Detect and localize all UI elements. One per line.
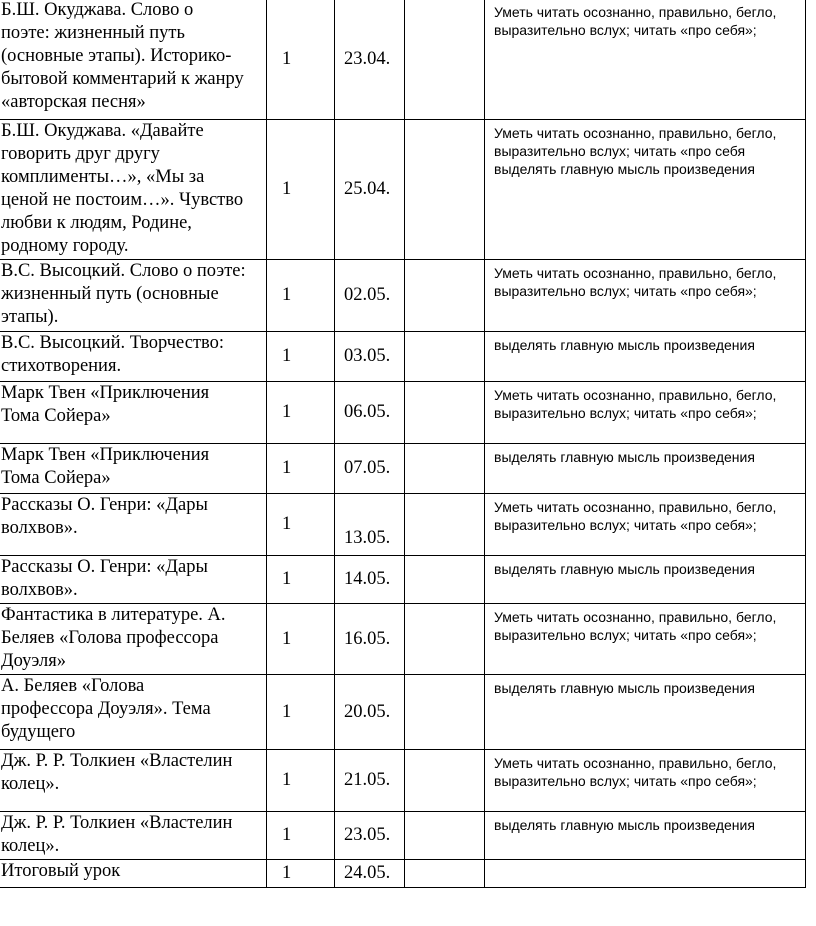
lesson-hours: 1 — [267, 444, 335, 494]
lesson-hours: 1 — [267, 0, 335, 120]
lesson-date: 16.05. — [335, 604, 405, 675]
table-row — [0, 750, 806, 812]
lesson-date: 07.05. — [335, 444, 405, 494]
lesson-topic: Рассказы О. Генри: «Дары волхвов». — [0, 494, 267, 556]
lesson-topic: В.С. Высоцкий. Слово о поэте: жизненный путь (основные этапы). — [0, 260, 267, 332]
table-row — [0, 120, 806, 260]
lesson-hours: 1 — [267, 332, 335, 382]
table-row — [0, 0, 806, 120]
lesson-hours: 1 — [267, 260, 335, 332]
lesson-hours: 1 — [267, 860, 335, 888]
empty-cell — [405, 0, 485, 120]
lesson-date: 14.05. — [335, 556, 405, 604]
lesson-topic: Б.Ш. Окуджава. «Давайте говорить друг другу комплименты…», «Мы за ценой не постоим…». Чувство любви к людям, Родине, родному городу. — [0, 120, 267, 260]
empty-cell — [405, 332, 485, 382]
table-row — [0, 556, 806, 604]
lesson-skills: Уметь читать осознанно, правильно, бегло, выразительно вслух; читать «про себя»; — [485, 382, 806, 444]
table-row — [0, 860, 806, 888]
lesson-skills: выделять главную мысль произведения — [485, 444, 806, 494]
table-row — [0, 382, 806, 444]
lesson-date: 25.04. — [335, 120, 405, 260]
empty-cell — [405, 260, 485, 332]
lesson-skills: выделять главную мысль произведения — [485, 556, 806, 604]
table-row — [0, 494, 806, 556]
lesson-skills: Уметь читать осознанно, правильно, бегло, выразительно вслух; читать «про себя»; — [485, 750, 806, 812]
empty-cell — [405, 120, 485, 260]
lesson-topic: Фантастика в литературе. А. Беляев «Голова профессора Доуэля» — [0, 604, 267, 675]
lesson-topic: Марк Твен «Приключения Тома Сойера» — [0, 444, 267, 494]
empty-cell — [405, 812, 485, 860]
empty-cell — [405, 382, 485, 444]
empty-cell — [405, 494, 485, 556]
lesson-topic: В.С. Высоцкий. Творчество: стихотворения. — [0, 332, 267, 382]
table-row — [0, 332, 806, 382]
lesson-date: 23.04. — [335, 0, 405, 120]
lesson-hours: 1 — [267, 675, 335, 750]
lesson-date: 20.05. — [335, 675, 405, 750]
lesson-topic: Б.Ш. Окуджава. Слово о поэте: жизненный путь (основные этапы). Историко- бытовой комментарий к жанру «авторская песня» — [0, 0, 267, 120]
lesson-topic: Марк Твен «Приключения Тома Сойера» — [0, 382, 267, 444]
lesson-date: 23.05. — [335, 812, 405, 860]
lesson-date: 02.05. — [335, 260, 405, 332]
lesson-hours: 1 — [267, 812, 335, 860]
table-row — [0, 812, 806, 860]
lesson-skills — [485, 860, 806, 888]
lesson-topic: А. Беляев «Голова профессора Доуэля». Тема будущего — [0, 675, 267, 750]
empty-cell — [405, 750, 485, 812]
lesson-skills: выделять главную мысль произведения — [485, 675, 806, 750]
table-row — [0, 260, 806, 332]
lesson-topic: Дж. Р. Р. Толкиен «Властелин колец». — [0, 750, 267, 812]
lesson-topic: Рассказы О. Генри: «Дары волхвов». — [0, 556, 267, 604]
lesson-skills: Уметь читать осознанно, правильно, бегло, выразительно вслух; читать «про себя»; — [485, 604, 806, 675]
empty-cell — [405, 860, 485, 888]
lesson-hours: 1 — [267, 556, 335, 604]
lesson-skills: Уметь читать осознанно, правильно, бегло, выразительно вслух; читать «про себя выделять главную мысль произведения — [485, 120, 806, 260]
lesson-skills: Уметь читать осознанно, правильно, бегло, выразительно вслух; читать «про себя»; — [485, 494, 806, 556]
table-row — [0, 604, 806, 675]
lesson-hours: 1 — [267, 604, 335, 675]
empty-cell — [405, 675, 485, 750]
empty-cell — [405, 604, 485, 675]
lesson-skills: выделять главную мысль произведения — [485, 812, 806, 860]
empty-cell — [405, 556, 485, 604]
lesson-hours: 1 — [267, 382, 335, 444]
table-row — [0, 444, 806, 494]
lesson-topic: Итоговый урок — [0, 860, 267, 888]
lesson-date: 06.05. — [335, 382, 405, 444]
lesson-skills: выделять главную мысль произведения — [485, 332, 806, 382]
lesson-skills: Уметь читать осознанно, правильно, бегло, выразительно вслух; читать «про себя»; — [485, 260, 806, 332]
lesson-skills: Уметь читать осознанно, правильно, бегло, выразительно вслух; читать «про себя»; — [485, 0, 806, 120]
lesson-date: 24.05. — [335, 860, 405, 888]
table-row — [0, 675, 806, 750]
lesson-hours: 1 — [267, 750, 335, 812]
empty-cell — [405, 444, 485, 494]
lesson-date: 21.05. — [335, 750, 405, 812]
lesson-hours: 1 — [267, 494, 335, 556]
lesson-date: 03.05. — [335, 332, 405, 382]
lesson-hours: 1 — [267, 120, 335, 260]
lesson-date: 13.05. — [335, 494, 405, 556]
lesson-topic: Дж. Р. Р. Толкиен «Властелин колец». — [0, 812, 267, 860]
